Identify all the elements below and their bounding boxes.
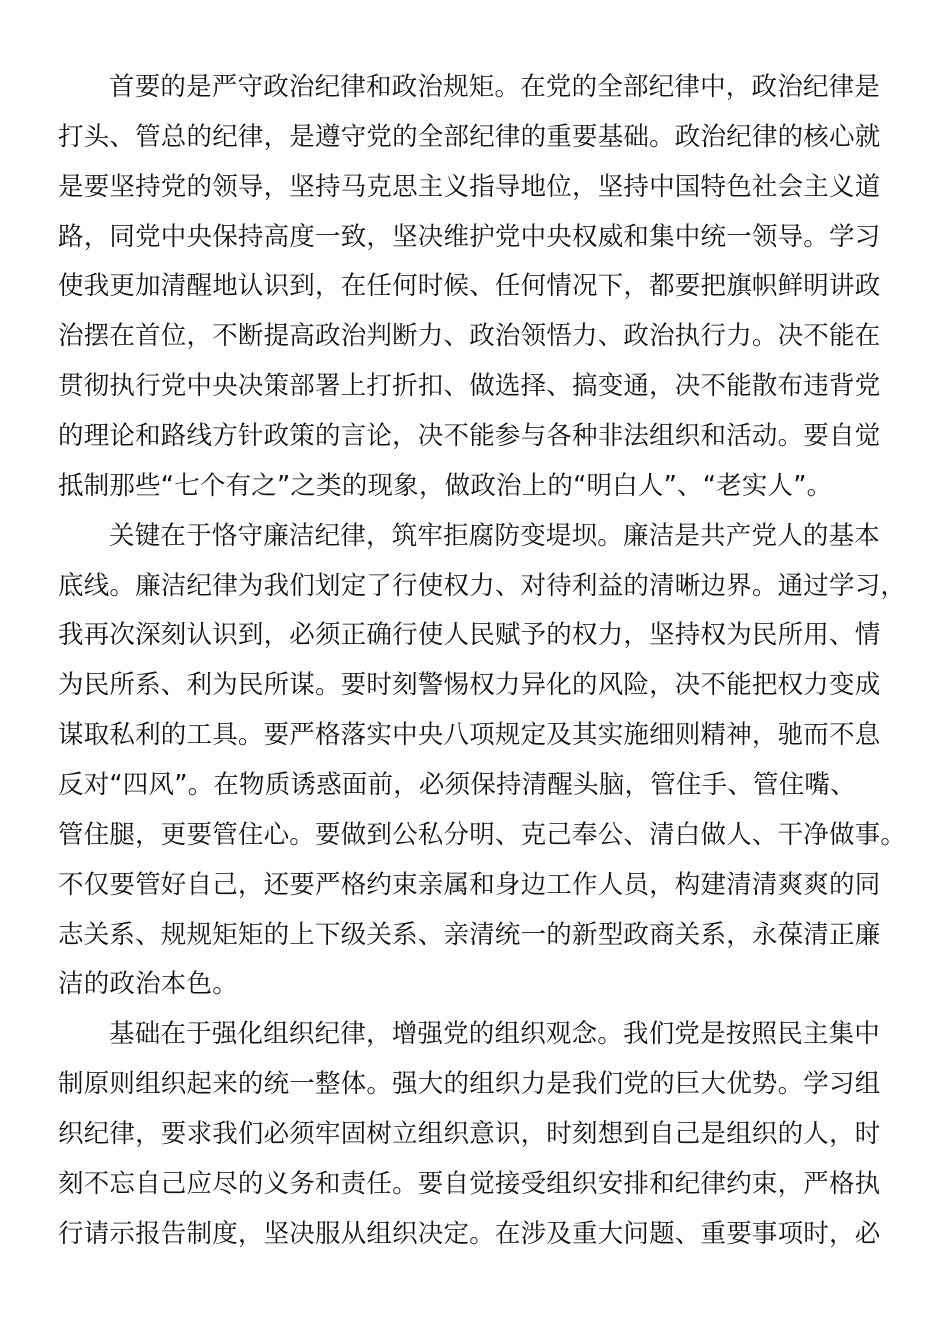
text-line: 行请示报告制度，坚决服从组织决定。在涉及重大问题、重要事项时，必 bbox=[58, 1218, 881, 1249]
text-line: 我再次深刻认识到，必须正确行使人民赋予的权力，坚持权为民所用、情 bbox=[58, 620, 881, 651]
text-line: 基础在于强化组织纪律，增强党的组织观念。我们党是按照民主集中 bbox=[109, 1019, 881, 1050]
paragraph-integrity-discipline bbox=[58, 512, 907, 1011]
text-line: 谋取私利的工具。要严格落实中央八项规定及其实施细则精神，驰而不息 bbox=[58, 720, 881, 751]
text-line: 底线。廉洁纪律为我们划定了行使权力、对待利益的清晰边界。通过学习， bbox=[58, 570, 907, 601]
text-line: 使我更加清醒地认识到，在任何时候、任何情况下，都要把旗帜鲜明讲政 bbox=[58, 271, 881, 302]
text-line: 贯彻执行党中央决策部署上打折扣、做选择、搞变通，决不能散布违背党 bbox=[58, 371, 881, 402]
text-line: 的理论和路线方针政策的言论，决不能参与各种非法组织和活动。要自觉 bbox=[58, 421, 881, 452]
text-line: 不仅要管好自己，还要严格约束亲属和身边工作人员，构建清清爽爽的同 bbox=[58, 869, 881, 900]
text-line: 首要的是严守政治纪律和政治规矩。在党的全部纪律中，政治纪律是 bbox=[109, 72, 881, 102]
text-line: 志关系、规规矩矩的上下级关系、亲清统一的新型政商关系，永葆清正廉 bbox=[58, 919, 881, 950]
text-line: 路，同党中央保持高度一致，坚决维护党中央权威和集中统一领导。学习 bbox=[58, 221, 881, 252]
text-line: 织纪律，要求我们必须牢固树立组织意识，时刻想到自己是组织的人，时 bbox=[58, 1119, 881, 1150]
text-line: 反对“四风”。在物质诱惑面前，必须保持清醒头脑，管住手、管住嘴、 bbox=[58, 770, 856, 801]
text-line: 管住腿，更要管住心。要做到公私分明、克己奉公、清白做人、干净做事。 bbox=[58, 819, 907, 850]
text-line: 治摆在首位，不断提高政治判断力、政治领悟力、政治执行力。决不能在 bbox=[58, 321, 881, 352]
text-line: 制原则组织起来的统一整体。强大的组织力是我们党的巨大优势。学习组 bbox=[58, 1069, 881, 1100]
text-line: 抵制那些“七个有之”之类的现象，做政治上的“明白人”、“老实人”。 bbox=[58, 470, 833, 501]
text-line: 刻不忘自己应尽的义务和责任。要自觉接受组织安排和纪律约束，严格执 bbox=[58, 1168, 881, 1199]
paragraph-political-discipline bbox=[58, 63, 888, 512]
text-line: 为民所系、利为民所谋。要时刻警惕权力异化的风险，决不能把权力变成 bbox=[58, 670, 881, 701]
paragraph-organizational-discipline bbox=[58, 1010, 888, 1259]
text-line: 打头、管总的纪律，是遵守党的全部纪律的重要基础。政治纪律的核心就 bbox=[58, 121, 881, 152]
text-line: 是要坚持党的领导，坚持马克思主义指导地位，坚持中国特色社会主义道 bbox=[58, 171, 881, 202]
document-page bbox=[58, 63, 907, 1260]
text-line: 洁的政治本色。 bbox=[58, 969, 238, 1000]
text-line: 关键在于恪守廉洁纪律，筑牢拒腐防变堤坝。廉洁是共产党人的基本 bbox=[109, 520, 881, 551]
